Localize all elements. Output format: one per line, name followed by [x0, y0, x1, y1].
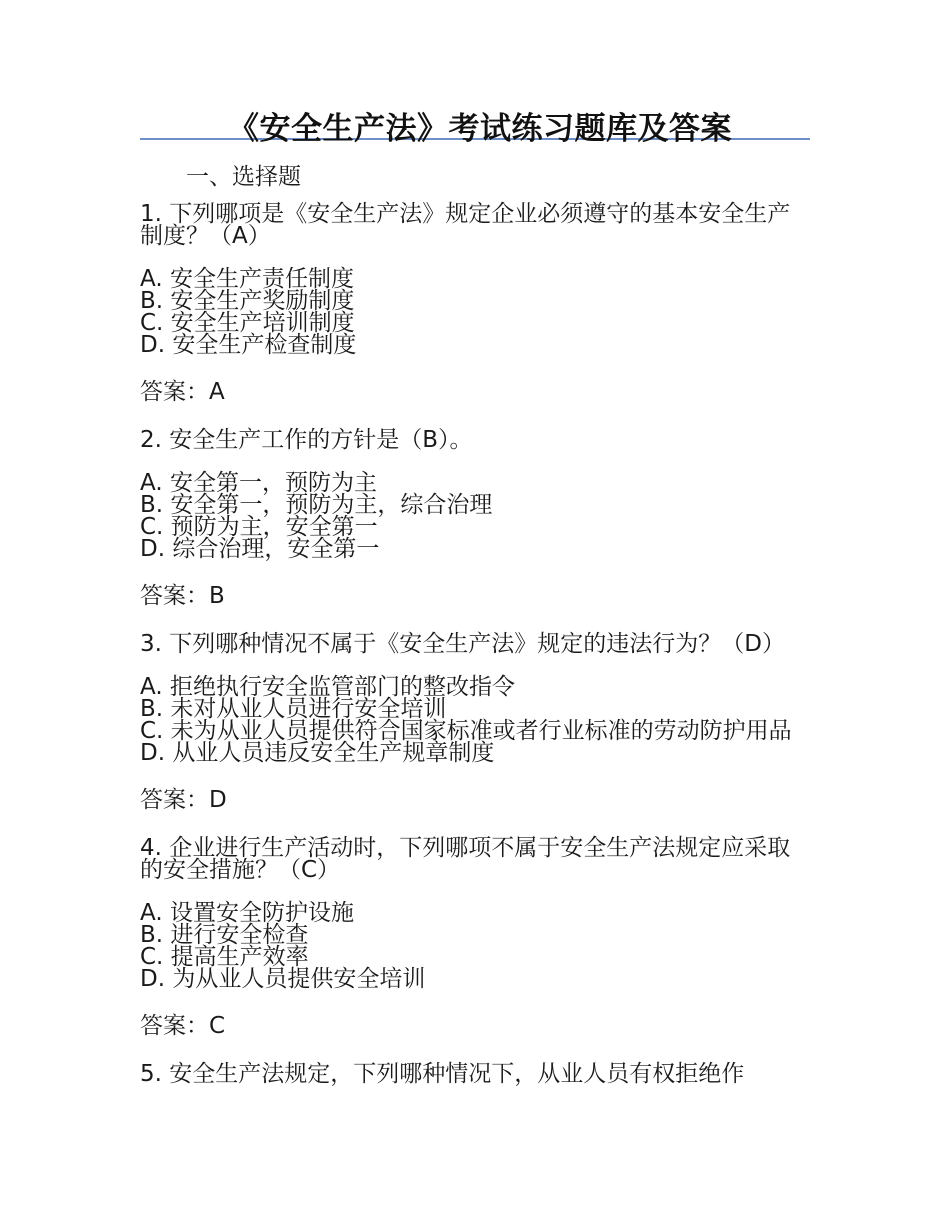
option-list — [140, 902, 800, 990]
option-item: B. 安全生产奖励制度 — [140, 288, 355, 314]
title-bar — [140, 100, 810, 147]
question-block — [140, 633, 800, 811]
option-item: C. 安全生产培训制度 — [140, 310, 355, 336]
answer-text: 答案：C — [140, 1013, 226, 1039]
option-item: D. 综合治理，安全第一 — [140, 536, 380, 562]
option-item: A. 安全第一，预防为主 — [140, 470, 377, 496]
option-list — [140, 472, 800, 560]
question-text: 2. 安全生产工作的方针是（B）。 — [140, 427, 473, 453]
option-item: C. 预防为主，安全第一 — [140, 514, 378, 540]
option-list — [140, 676, 800, 764]
option-item: B. 进行安全检查 — [140, 922, 309, 948]
question-block — [140, 837, 800, 1037]
option-item: A. 拒绝执行安全监管部门的整改指令 — [140, 674, 515, 700]
question-text: 1. 下列哪项是《安全生产法》规定企业必须遵守的基本安全生产制度？（A） — [140, 201, 791, 249]
option-item: D. 从业人员违反安全生产规章制度 — [140, 740, 495, 766]
option-item: A. 安全生产责任制度 — [140, 266, 354, 292]
option-item: C. 未为从业人员提供符合国家标准或者行业标准的劳动防护用品 — [140, 718, 792, 744]
question-text: 5. 安全生产法规定，下列哪种情况下，从业人员有权拒绝作 — [140, 1061, 745, 1087]
option-item: D. 安全生产检查制度 — [140, 332, 357, 358]
question-block — [140, 203, 800, 403]
option-list — [140, 268, 800, 356]
answer-text: 答案：D — [140, 787, 227, 813]
option-item: B. 安全第一，预防为主，综合治理 — [140, 492, 493, 518]
option-item: A. 设置安全防护设施 — [140, 900, 354, 926]
option-item: C. 提高生产效率 — [140, 944, 309, 970]
option-item: D. 为从业人员提供安全培训 — [140, 966, 426, 992]
question-block — [140, 429, 800, 607]
document-title: 《安全生产法》考试练习题库及答案 — [228, 111, 732, 147]
answer-text: 答案：A — [140, 379, 225, 405]
question-text: 3. 下列哪种情况不属于《安全生产法》规定的违法行为？（D） — [140, 631, 785, 657]
question-list — [140, 203, 800, 1085]
section-heading: 一、选择题 — [186, 164, 301, 190]
option-item: B. 未对从业人员进行安全培训 — [140, 696, 447, 722]
answer-text: 答案：B — [140, 583, 225, 609]
question-text: 4. 企业进行生产活动时，下列哪项不属于安全生产法规定应采取的安全措施？（C） — [140, 835, 791, 883]
